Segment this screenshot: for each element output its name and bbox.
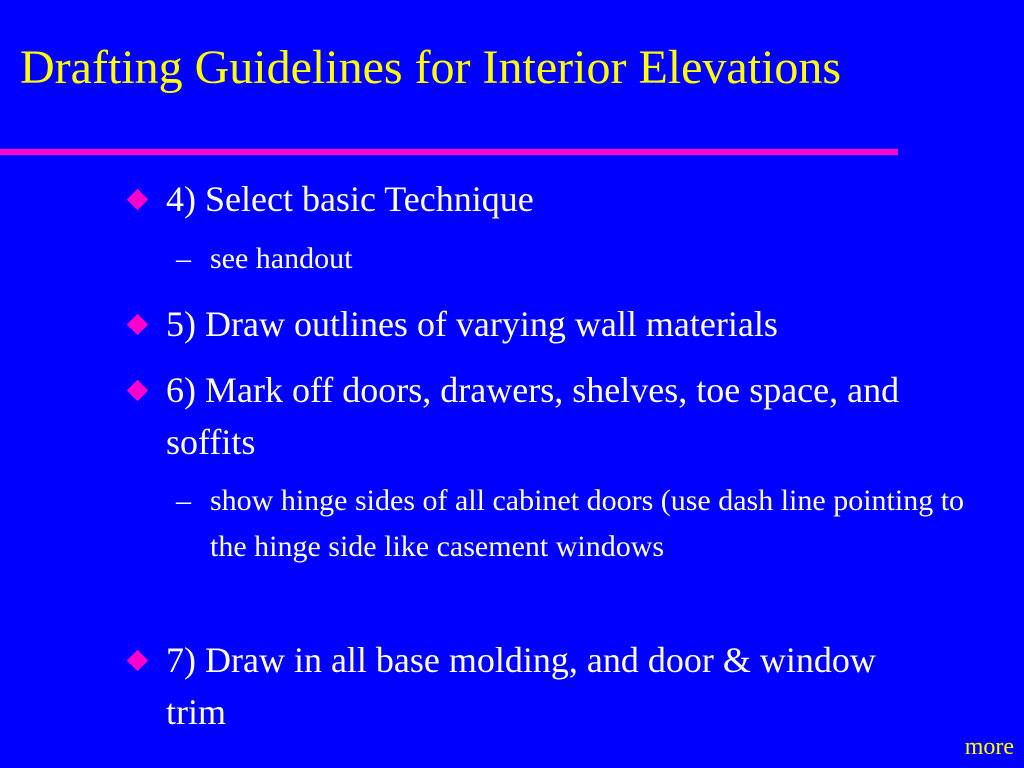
bullet-item-7 xyxy=(166,634,936,738)
bullet-text: 7) Draw in all base molding, and door & window trim xyxy=(166,640,876,732)
diamond-bullet-icon xyxy=(127,380,148,401)
diamond-bullet-icon xyxy=(127,189,148,210)
sub-item-text: show hinge sides of all cabinet doors (use dash line pointing to the hinge side like casement windows xyxy=(210,484,965,563)
diamond-bullet-icon xyxy=(127,650,148,671)
bullet-text: 4) Select basic Technique xyxy=(166,179,534,219)
sub-item-see-handout xyxy=(176,236,970,282)
more-link[interactable]: more xyxy=(964,734,1014,760)
sub-item-text: see handout xyxy=(210,242,353,275)
dash-marker: – xyxy=(176,484,191,517)
bullet-item-5 xyxy=(166,298,966,350)
bullet-item-6 xyxy=(166,364,926,468)
bullet-item-4 xyxy=(166,173,966,225)
sub-item-hinge-sides xyxy=(176,478,970,570)
slide-title: Drafting Guidelines for Interior Elevations xyxy=(20,41,842,94)
bullet-text: 5) Draw outlines of varying wall materials xyxy=(166,304,778,344)
dash-marker: – xyxy=(176,242,191,275)
bullet-text: 6) Mark off doors, drawers, shelves, toe space, and soffits xyxy=(166,370,900,462)
diamond-bullet-icon xyxy=(127,314,148,335)
